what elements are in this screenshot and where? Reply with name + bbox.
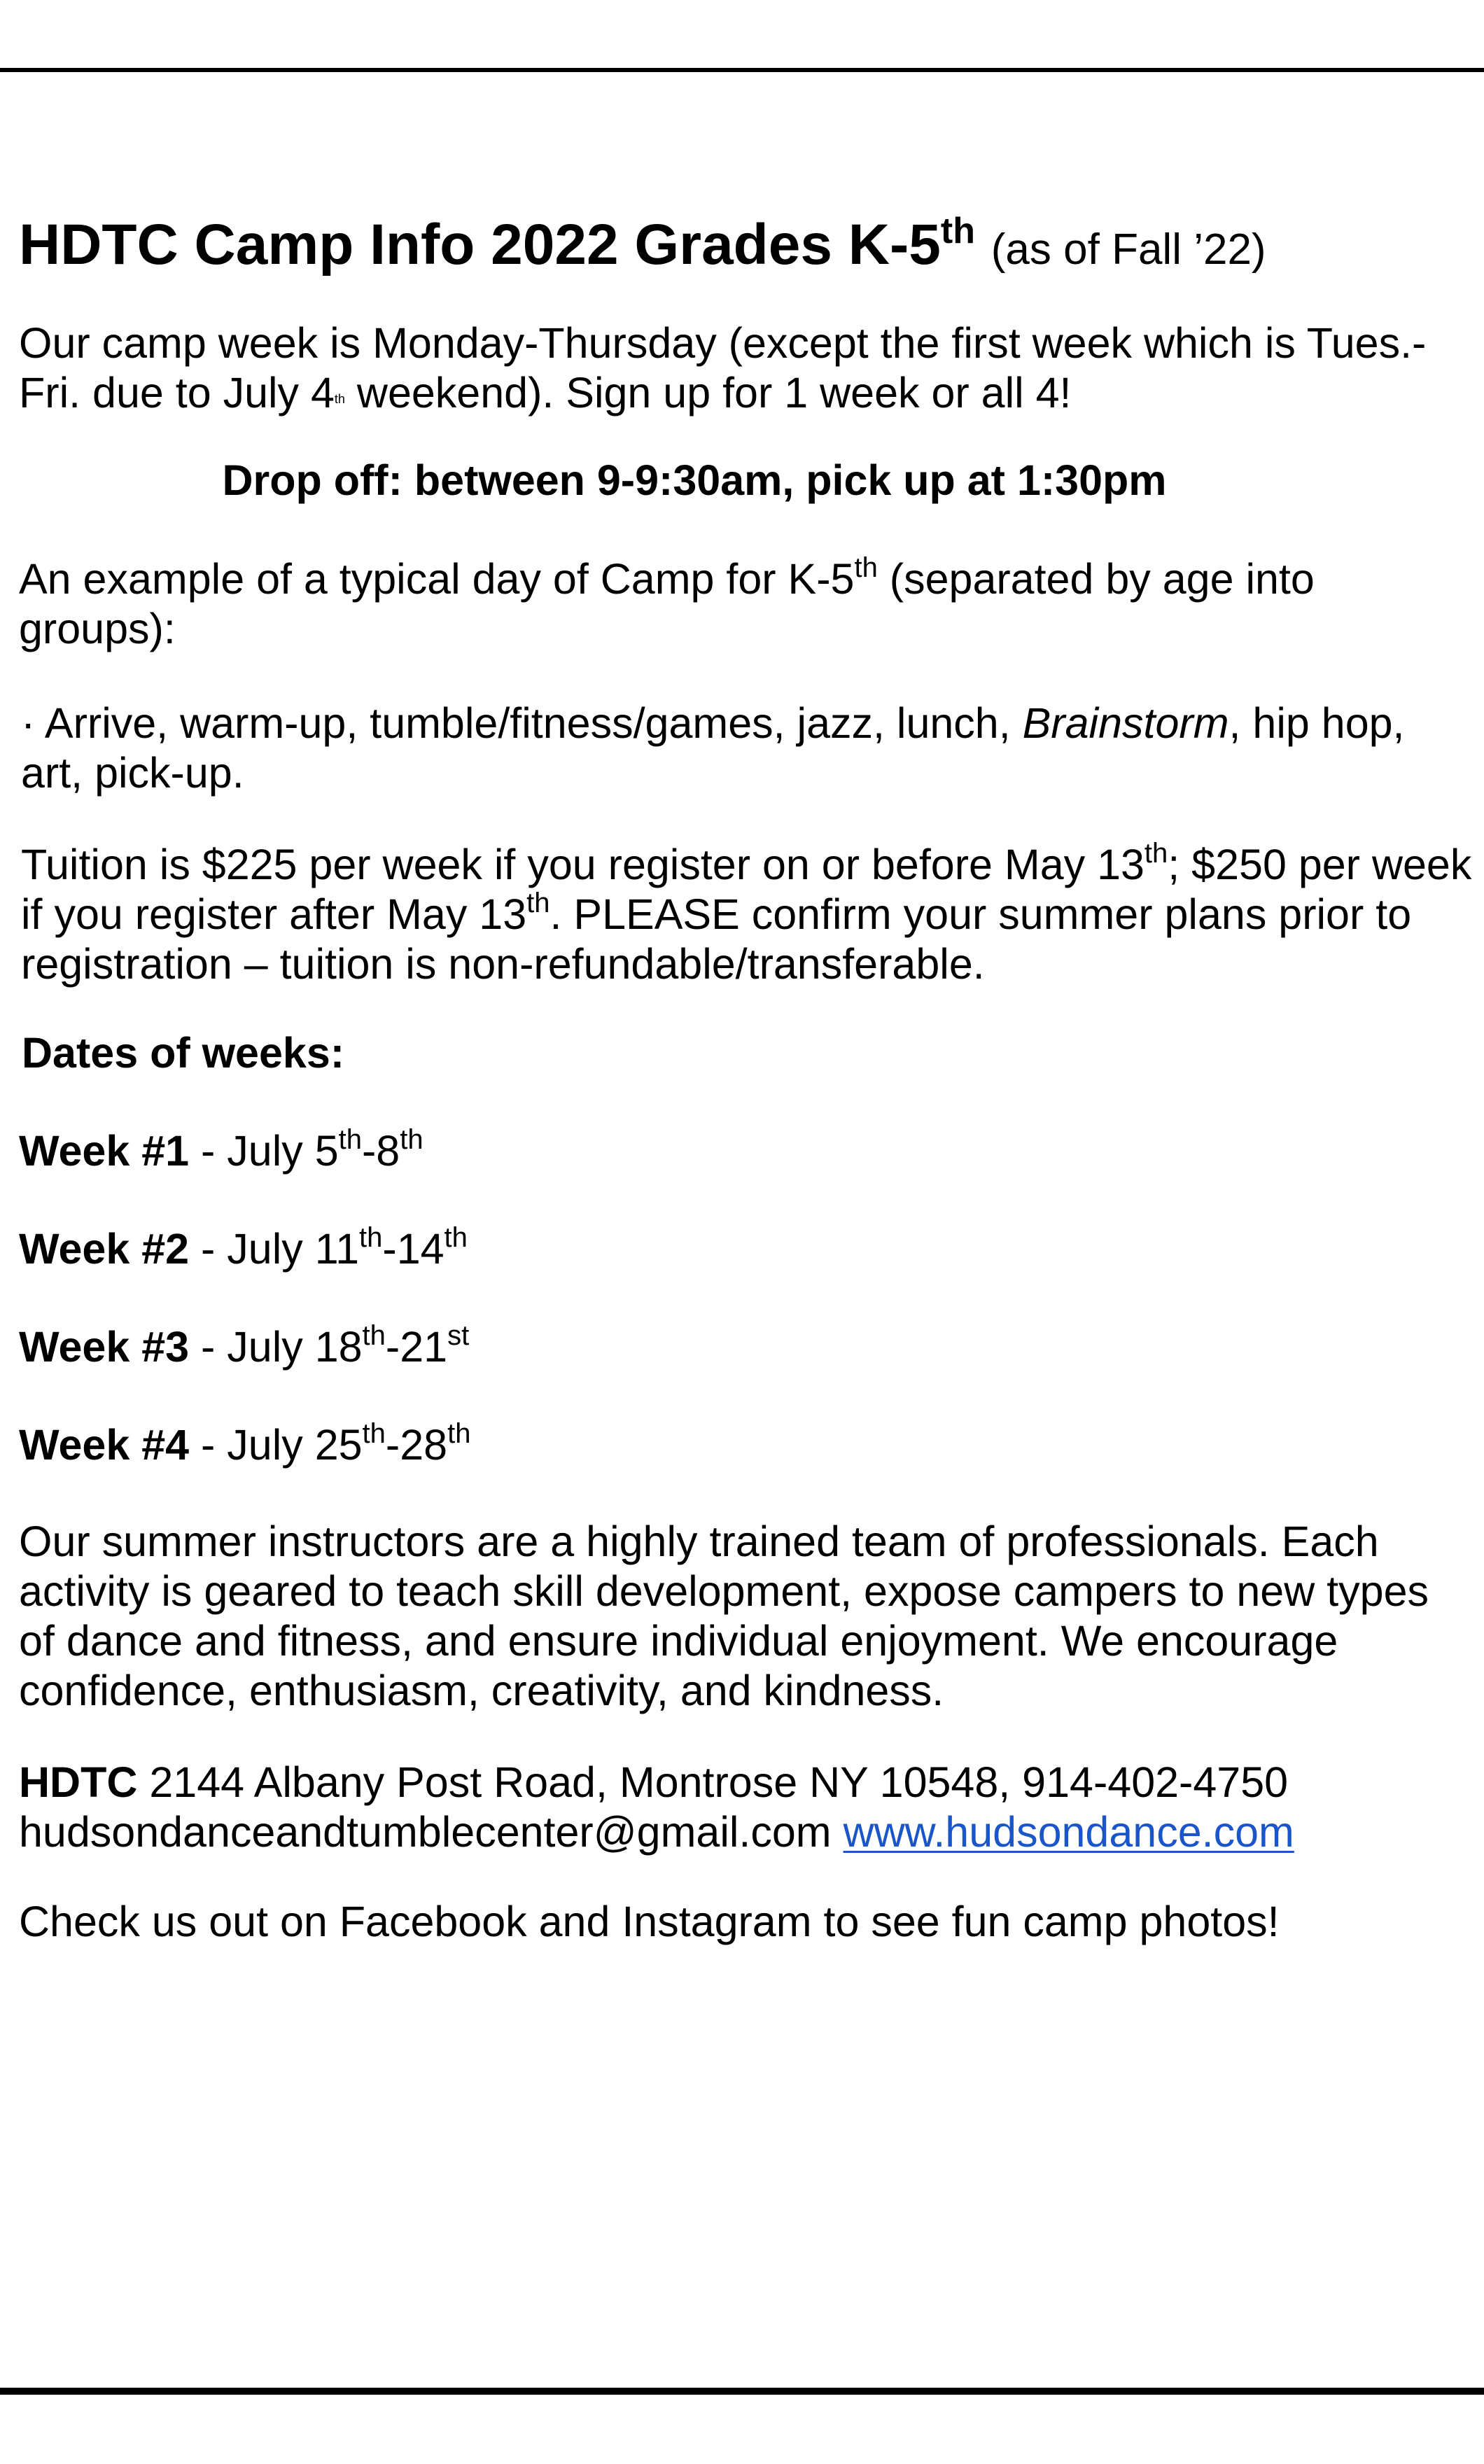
example-text-1: An example of a typical day of Camp for K-5 [19, 555, 855, 603]
week-end-suffix: th [447, 1418, 471, 1449]
contact-address: 2144 Albany Post Road, Montrose NY 10548, 914-402-4750 [137, 1758, 1289, 1806]
week-start-suffix: th [359, 1222, 383, 1253]
week-start: July 25 [227, 1421, 363, 1469]
title-main: HDTC Camp Info 2022 Grades K-5 [19, 213, 941, 276]
week-separator: - [189, 1323, 227, 1371]
instructors-paragraph: Our summer instructors are a highly trained team of professionals. Each activity is geared to teach skill development, expose campers to new types of dance and fitness, and ensure individual enjoyment. We encourage confidence, enthusiasm, creativity, and kindness. [19, 1518, 1429, 1714]
example-text-2: (separated by age into groups): [19, 555, 1315, 652]
intro-superscript: th [334, 392, 345, 406]
tuition-paragraph [19, 840, 1475, 989]
intro-text-2: weekend). Sign up for 1 week or all 4! [344, 369, 1072, 416]
contact-brand: HDTC [19, 1758, 138, 1806]
title-superscript: th [940, 211, 975, 251]
week-end: -14 [382, 1225, 444, 1273]
schedule-text-2: , hip hop, art, pick-up. [21, 699, 1405, 797]
week-separator: - [189, 1225, 227, 1273]
closing-line: Check us out on Facebook and Instagram to see fun camp photos! [19, 1898, 1280, 1945]
week-label: Week #2 [19, 1225, 190, 1273]
week-start: July 5 [227, 1127, 339, 1175]
tuition-text-1: Tuition is $225 per week if you register on or before May 13 [21, 841, 1144, 888]
title-note: (as of Fall ’22) [990, 225, 1266, 274]
week-separator: - [189, 1421, 227, 1469]
contact-email: hudsondanceandtumblecenter@gmail.com [19, 1808, 832, 1856]
page-title [19, 210, 1475, 285]
week-start: July 11 [227, 1225, 360, 1273]
schedule-brainstorm: Brainstorm [1022, 699, 1229, 747]
week-label: Week #3 [19, 1323, 190, 1371]
example-paragraph [19, 554, 1475, 654]
camp-info-document [19, 210, 1475, 1947]
contact-block [19, 1758, 1475, 1857]
tuition-text-3: . PLEASE confirm your summer plans prior to registration – tuition is non-refundable/transferable. [21, 890, 1412, 988]
example-superscript: th [854, 552, 878, 583]
week-start: July 18 [227, 1323, 363, 1371]
tuition-superscript-1: th [1144, 838, 1168, 869]
schedule-text-1: · Arrive, warm-up, tumble/fitness/games, jazz, lunch, [21, 699, 1023, 747]
week-item [19, 1322, 1475, 1372]
week-start-suffix: th [362, 1418, 386, 1449]
week-start-suffix: th [338, 1124, 362, 1155]
week-separator: - [189, 1127, 227, 1175]
week-end-suffix: st [447, 1320, 470, 1351]
week-item [19, 1224, 1475, 1274]
week-label: Week #1 [19, 1127, 190, 1175]
top-rule [0, 68, 1484, 72]
dates-heading: Dates of weeks: [22, 1029, 345, 1077]
week-item [19, 1126, 1475, 1176]
website-link[interactable]: www.hudsondance.com [843, 1808, 1294, 1856]
schedule-paragraph [19, 699, 1475, 798]
week-end: -28 [385, 1421, 448, 1469]
bottom-rule [0, 2388, 1484, 2395]
week-end: -8 [361, 1127, 400, 1175]
week-label: Week #4 [19, 1421, 190, 1469]
week-item [19, 1420, 1475, 1470]
week-end-suffix: th [400, 1124, 424, 1155]
tuition-text-2: ; $250 per week if you register after May 13 [21, 841, 1472, 938]
intro-paragraph [19, 318, 1475, 418]
week-end: -21 [385, 1323, 448, 1371]
intro-text-1: Our camp week is Monday-Thursday (except the first week which is Tues.-Fri. due to July 4 [19, 319, 1427, 416]
week-start-suffix: th [362, 1320, 386, 1351]
dropoff-times: Drop off: between 9-9:30am, pick up at 1:30pm [222, 456, 1167, 504]
week-end-suffix: th [444, 1222, 468, 1253]
tuition-superscript-2: th [526, 888, 550, 918]
